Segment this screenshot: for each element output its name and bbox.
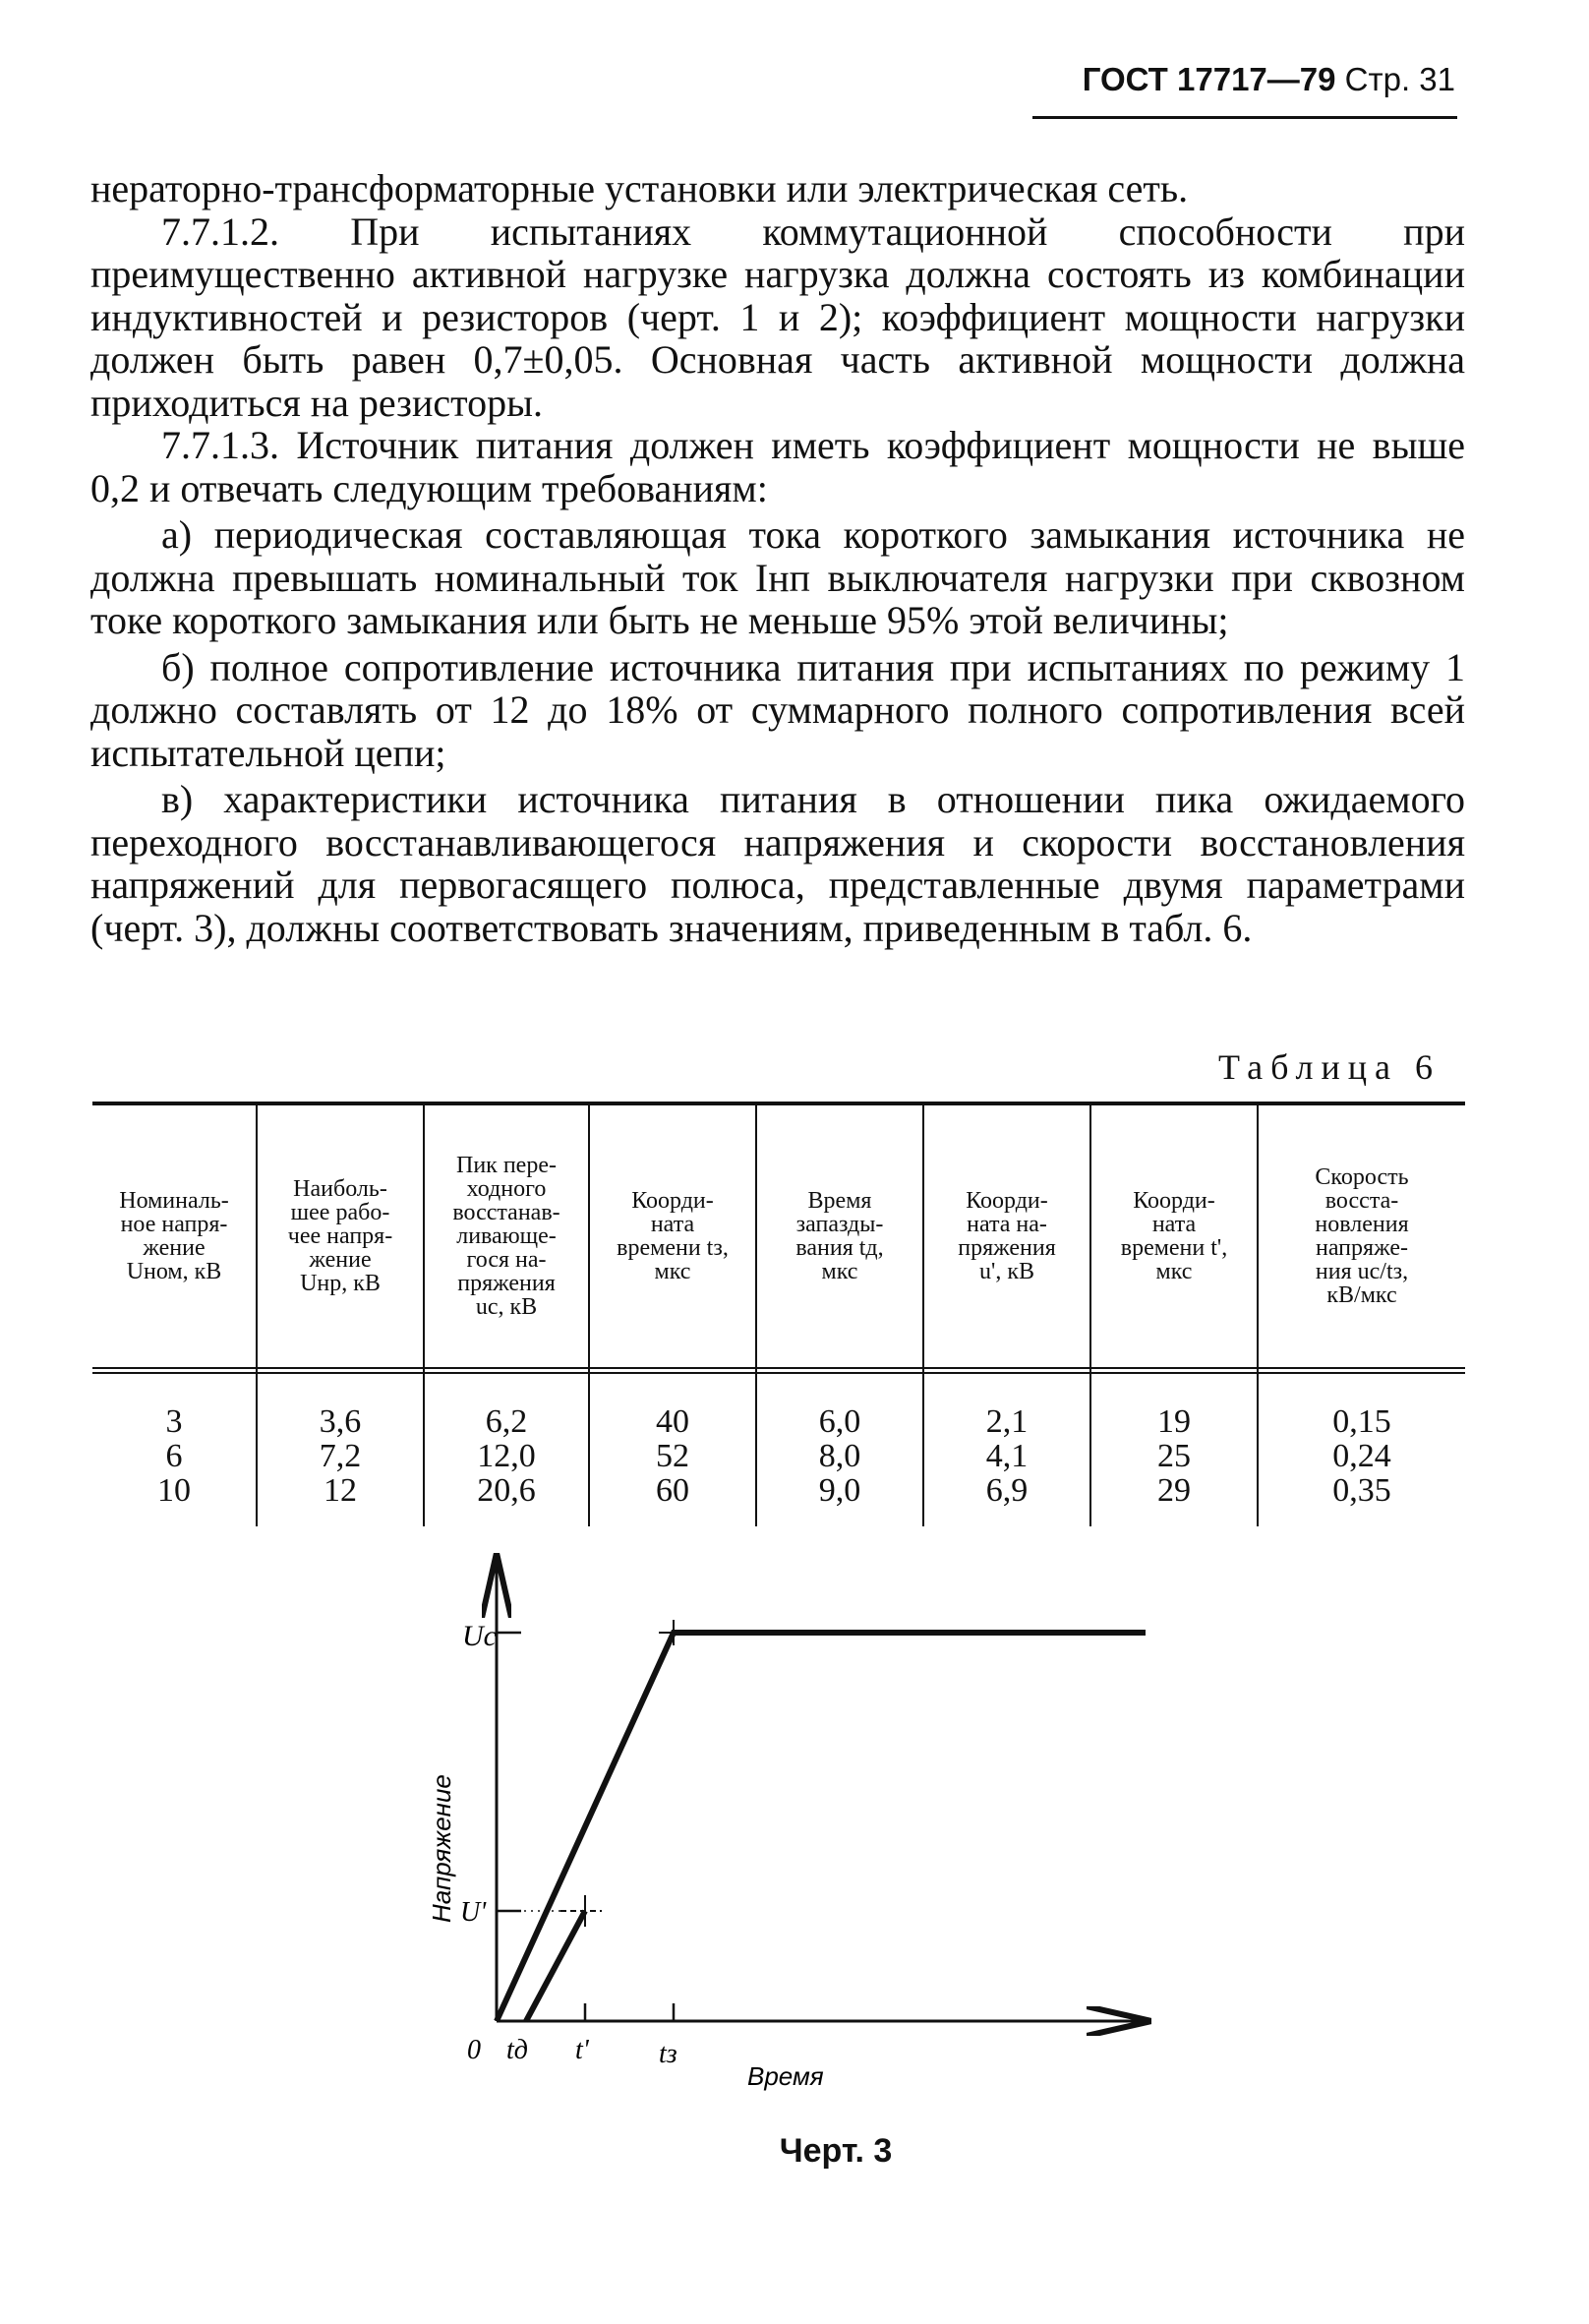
table-header-rule — [92, 1367, 1465, 1369]
table-header-trv-peak — [425, 1109, 588, 1363]
y-axis-label: Напряжение — [427, 1774, 456, 1923]
table-header-text: Скорость восста- новления напряже- ния uс/tз, кВ/мкс — [1315, 1164, 1409, 1308]
table-header-text: Коорди- ната времени t', мкс — [1120, 1188, 1228, 1284]
paragraph-7-7-1-3: 7.7.1.3. Источник питания должен иметь коэффициент мощности не выше 0,2 и отвечать следующим требованиям: — [90, 423, 1465, 510]
list-item-b: б) полное сопротивление источника питания при испытаниях по режиму 1 должно составлять от 12 до 18% от суммарного полного сопротивления всей испытательной цепи; — [90, 644, 1465, 775]
table-header-text: Наиболь- шее рабо- чее напря- жение Uнр, кВ — [287, 1176, 393, 1296]
paragraph-continuation: нераторно-трансформаторные установки или электрическая сеть. — [90, 166, 1189, 210]
table-column-time-coordinate-t-prime: 19 25 29 — [1157, 1403, 1191, 1509]
table-header-text: Номиналь- ное напря- жение Uном, кВ — [119, 1188, 229, 1284]
voltage-curve — [497, 1633, 1146, 2021]
table-header-time-coordinate-t3 — [590, 1109, 755, 1363]
table-header-rule-2 — [92, 1372, 1465, 1374]
origin-label: 0 — [467, 2035, 481, 2065]
header-rule — [1032, 116, 1457, 119]
table-column-voltage-coordinate: 2,1 4,1 6,9 — [985, 1403, 1029, 1509]
x-axis-label: Время — [747, 2061, 824, 2091]
table-header-time-coordinate-t-prime — [1091, 1109, 1257, 1363]
page-header — [1032, 61, 1455, 98]
trv-diagram — [423, 1549, 1180, 2198]
table-header-voltage-coordinate — [924, 1109, 1089, 1363]
table-column-nominal-voltage: 3 6 10 — [157, 1403, 191, 1509]
table-top-rule — [92, 1102, 1465, 1105]
paragraph-7-7-1-2: 7.7.1.2. При испытаниях коммутационной способности при преимущественно активной нагрузке нагрузка должна состоять из комбинации индуктивностей и резисторов (черт. 1 и 2); коэффициент мощности нагрузки должен быть равен 0,7±0,05. Основная часть активной мощности должна приходиться на резисторы. — [90, 209, 1465, 425]
u-prime-label: U' — [460, 1897, 487, 1928]
table-header-text: Пик пере- ходного восстанав- ливающе- гося на- пряжения uс, кВ — [452, 1153, 560, 1320]
table-header-text: Коорди- ната на- пряжения u', кВ — [958, 1188, 1056, 1284]
table-column-rrrv: 0,15 0,24 0,35 — [1332, 1403, 1391, 1509]
td-label: tд — [506, 2035, 528, 2065]
document-number: ГОСТ 17717—79 — [1082, 61, 1336, 97]
figure-caption: Черт. 3 — [779, 2132, 893, 2170]
list-item-a: а) периодическая составляющая тока короткого замыкания источника не должна превышать номинальный ток Iнп выключателя нагрузки при сквозном токе короткого замыкания или быть не меньше 95% этой величины; — [90, 512, 1465, 642]
t3-label: tз — [659, 2039, 677, 2069]
list-item-c: в) характеристики источника питания в отношении пика ожидаемого переходного восстанавливающегося напряжения и скорости восстановления напряжений для первогасящего полюса, представленные двумя параметрами (черт. 3), должны соответствовать значениям, приведенным в табл. 6. — [90, 777, 1465, 950]
table-column-trv-peak: 6,2 12,0 20,6 — [477, 1403, 536, 1509]
table-header-text: Коорди- ната времени tз, мкс — [617, 1188, 729, 1284]
table-column-delay-time: 6,0 8,0 9,0 — [818, 1403, 861, 1509]
t-prime-label: t' — [575, 2035, 589, 2065]
table-header-rrrv — [1259, 1109, 1465, 1363]
table-header-nominal-voltage — [92, 1109, 256, 1363]
delay-line — [526, 1911, 585, 2021]
table-column-time-coordinate-t3: 40 52 60 — [656, 1403, 689, 1509]
table-header-max-voltage — [258, 1109, 423, 1363]
table-title: Таблица 6 — [1218, 1047, 1441, 1087]
body-text — [90, 167, 1465, 949]
table-header-delay-time — [757, 1109, 922, 1363]
table-header-text: Время запазды- вания tд, мкс — [795, 1188, 884, 1284]
uc-label: Uc — [462, 1620, 497, 1652]
table-column-max-voltage: 3,6 7,2 12 — [319, 1403, 362, 1509]
page-number: Стр. 31 — [1344, 61, 1455, 97]
